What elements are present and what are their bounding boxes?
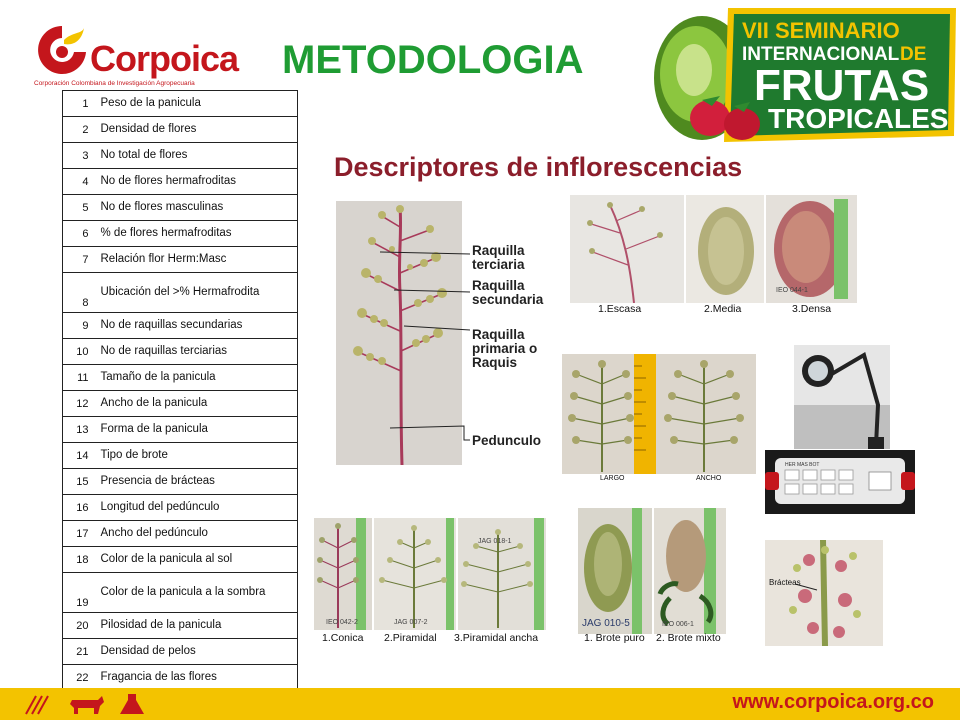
descriptor-label: Ancho del pedúnculo bbox=[93, 521, 298, 547]
seminar-logo bbox=[650, 0, 960, 150]
svg-text:TROPICALES: TROPICALES bbox=[768, 103, 949, 134]
descriptor-row bbox=[63, 195, 298, 221]
descriptor-label: No de flores hermafroditas bbox=[93, 169, 298, 195]
corpoica-logo-icon bbox=[34, 22, 90, 78]
descriptor-label: % de flores hermafroditas bbox=[93, 221, 298, 247]
svg-text:INTERNACIONAL: INTERNACIONAL bbox=[742, 44, 900, 65]
descriptor-number: 5 bbox=[63, 195, 93, 221]
descriptor-row bbox=[63, 613, 298, 639]
svg-text:HER MAS BOT: HER MAS BOT bbox=[785, 462, 820, 468]
label-raquilla-primaria: Raquilla primaria o Raquis bbox=[472, 327, 538, 370]
label-pedunculo: Pedunculo bbox=[472, 433, 542, 448]
descriptor-number: 19 bbox=[63, 573, 93, 613]
density-caption-1: 1.Escasa bbox=[598, 303, 642, 315]
descriptor-number: 21 bbox=[63, 639, 93, 665]
descriptor-number: 15 bbox=[63, 469, 93, 495]
descriptor-number: 9 bbox=[63, 313, 93, 339]
wheat-icon bbox=[26, 696, 48, 714]
descriptor-number: 10 bbox=[63, 339, 93, 365]
descriptor-label: Densidad de flores bbox=[93, 117, 298, 143]
svg-text:VII SEMINARIO: VII SEMINARIO bbox=[742, 18, 900, 43]
magnifier-lamp-photo bbox=[794, 345, 890, 449]
descriptor-label: Fragancia de las flores bbox=[93, 665, 298, 691]
size-photos bbox=[562, 354, 756, 485]
descriptor-number: 11 bbox=[63, 365, 93, 391]
descriptor-row bbox=[63, 117, 298, 143]
descriptor-number: 7 bbox=[63, 247, 93, 273]
descriptor-row bbox=[63, 469, 298, 495]
shoot-caption-2: 2. Brote mixto bbox=[656, 632, 721, 644]
shape-tag-1: IEO 042-2 bbox=[326, 619, 358, 626]
logo-subtitle: Corporación Colombiana de Investigación Agropecuaria bbox=[34, 80, 195, 87]
descriptor-number: 1 bbox=[63, 91, 93, 117]
density-caption-2: 2.Media bbox=[704, 303, 742, 315]
shoot-caption-1: 1. Brote puro bbox=[584, 632, 645, 644]
descriptor-row bbox=[63, 143, 298, 169]
panicle-leader-lines bbox=[380, 240, 480, 460]
descriptor-number: 16 bbox=[63, 495, 93, 521]
descriptor-row bbox=[63, 495, 298, 521]
density-photos bbox=[570, 195, 857, 320]
size-caption-largo: LARGO bbox=[600, 475, 625, 482]
descriptor-label: Tipo de brote bbox=[93, 443, 298, 469]
descriptor-label: Longitud del pedúnculo bbox=[93, 495, 298, 521]
bracts-photo bbox=[765, 540, 883, 646]
descriptor-row bbox=[63, 313, 298, 339]
bracts-label: Brácteas bbox=[769, 578, 801, 587]
descriptor-row bbox=[63, 639, 298, 665]
descriptor-row bbox=[63, 339, 298, 365]
flask-icon bbox=[120, 694, 144, 714]
descriptor-label: No de raquillas terciarias bbox=[93, 339, 298, 365]
descriptor-label: Forma de la panicula bbox=[93, 417, 298, 443]
corpoica-logo bbox=[34, 20, 239, 87]
size-caption-ancho: ANCHO bbox=[696, 475, 722, 482]
descriptor-label: Ubicación del >% Hermafrodita bbox=[93, 273, 298, 313]
descriptor-number: 18 bbox=[63, 547, 93, 573]
descriptor-number: 12 bbox=[63, 391, 93, 417]
shape-photos bbox=[314, 518, 546, 646]
descriptor-row bbox=[63, 573, 298, 613]
descriptor-row bbox=[63, 247, 298, 273]
section-subtitle: Descriptores de inflorescencias bbox=[334, 152, 743, 182]
descriptor-label: Peso de la panicula bbox=[93, 91, 298, 117]
descriptor-number: 17 bbox=[63, 521, 93, 547]
descriptor-row bbox=[63, 221, 298, 247]
descriptor-table bbox=[62, 90, 298, 691]
footer-icons bbox=[24, 692, 154, 716]
shape-tag-2: JAG 007-2 bbox=[394, 619, 428, 626]
descriptor-row bbox=[63, 91, 298, 117]
descriptor-number: 13 bbox=[63, 417, 93, 443]
descriptor-number: 3 bbox=[63, 143, 93, 169]
page-title: METODOLOGIA bbox=[282, 38, 584, 82]
shoot-tag-1: JAG 010-5 bbox=[582, 618, 630, 629]
shape-tag-3: JAG 018-1 bbox=[478, 538, 512, 545]
cow-icon bbox=[70, 696, 104, 714]
descriptor-number: 14 bbox=[63, 443, 93, 469]
label-raquilla-secundaria: Raquilla secundaria bbox=[472, 278, 544, 307]
descriptor-number: 22 bbox=[63, 665, 93, 691]
logo-text: Corpoica bbox=[90, 38, 239, 79]
shoot-type-photos bbox=[578, 508, 726, 646]
descriptor-row bbox=[63, 273, 298, 313]
descriptor-label: Color de la panicula a la sombra bbox=[93, 573, 298, 613]
descriptor-label: Presencia de brácteas bbox=[93, 469, 298, 495]
descriptor-label: No total de flores bbox=[93, 143, 298, 169]
descriptor-label: Tamaño de la panicula bbox=[93, 365, 298, 391]
descriptor-row bbox=[63, 521, 298, 547]
label-raquilla-terciaria: Raquilla terciaria bbox=[472, 243, 525, 272]
shoot-tag-2: IEO 006-1 bbox=[662, 621, 694, 628]
descriptor-table-body bbox=[63, 91, 298, 691]
descriptor-row bbox=[63, 365, 298, 391]
footer-url: www.corpoica.org.co bbox=[732, 691, 934, 713]
descriptor-row bbox=[63, 417, 298, 443]
descriptor-number: 8 bbox=[63, 273, 93, 313]
descriptor-row bbox=[63, 169, 298, 195]
descriptor-label: Relación flor Herm:Masc bbox=[93, 247, 298, 273]
descriptor-number: 2 bbox=[63, 117, 93, 143]
descriptor-label: No de raquillas secundarias bbox=[93, 313, 298, 339]
descriptor-row bbox=[63, 443, 298, 469]
descriptor-row bbox=[63, 665, 298, 691]
counter-photo bbox=[765, 450, 915, 514]
svg-text:DE: DE bbox=[900, 44, 927, 65]
shape-caption-3: 3.Piramidal ancha bbox=[454, 632, 539, 644]
descriptor-number: 4 bbox=[63, 169, 93, 195]
descriptor-label: Ancho de la panicula bbox=[93, 391, 298, 417]
descriptor-label: No de flores masculinas bbox=[93, 195, 298, 221]
shape-caption-1: 1.Conica bbox=[322, 632, 364, 644]
descriptor-number: 20 bbox=[63, 613, 93, 639]
density-tag: IEO 044-1 bbox=[776, 287, 808, 294]
descriptor-row bbox=[63, 391, 298, 417]
shape-caption-2: 2.Piramidal bbox=[384, 632, 437, 644]
svg-text:FRUTAS: FRUTAS bbox=[754, 61, 930, 110]
descriptor-label: Color de la panicula al sol bbox=[93, 547, 298, 573]
descriptor-label: Pilosidad de la panicula bbox=[93, 613, 298, 639]
descriptor-row bbox=[63, 547, 298, 573]
footer-bar bbox=[0, 688, 960, 720]
descriptor-number: 6 bbox=[63, 221, 93, 247]
density-caption-3: 3.Densa bbox=[792, 303, 832, 315]
descriptor-label: Densidad de pelos bbox=[93, 639, 298, 665]
